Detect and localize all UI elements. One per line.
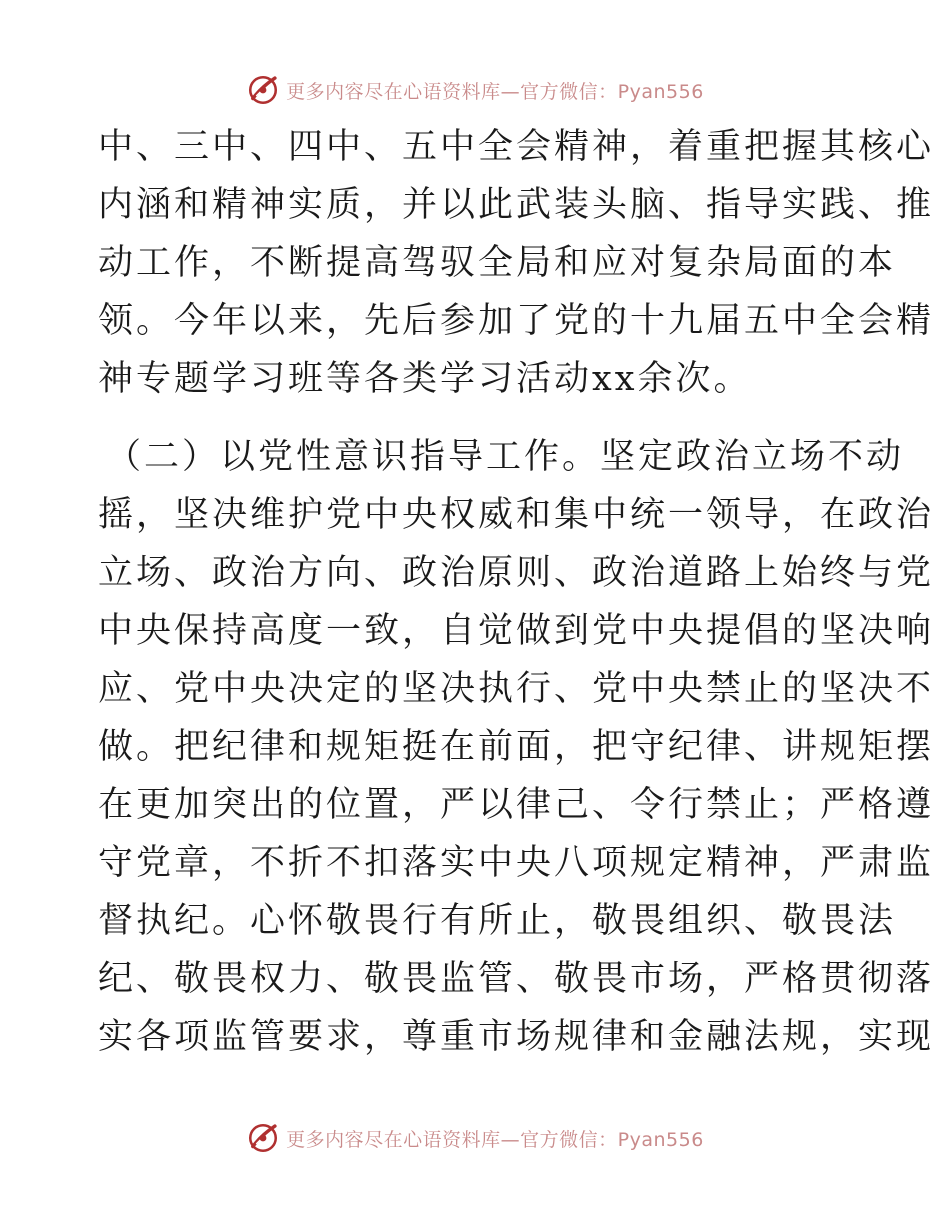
footer-watermark <box>0 1118 950 1158</box>
header-watermark <box>0 70 950 110</box>
text-line: 内涵和精神实质，并以此武装头脑、指导实践、推 <box>98 185 935 225</box>
text-line: 神专题学习班等各类学习活动xx余次。 <box>98 359 752 399</box>
section-heading-line: （二）以党性意识指导工作。坚定政治立场不动 <box>106 437 905 477</box>
text-line: 立场、政治方向、政治原则、政治道路上始终与党 <box>98 553 935 593</box>
paragraph-2 <box>98 428 935 1066</box>
pen-circle-logo-icon <box>246 1121 280 1155</box>
text-line: 在更加突出的位置，严以律己、令行禁止；严格遵 <box>98 785 935 825</box>
text-line: 实各项监管要求，尊重市场规律和金融法规，实现 <box>98 1017 935 1057</box>
text-line: 应、党中央决定的坚决执行、党中央禁止的坚决不 <box>98 669 935 709</box>
text-line: 摇，坚决维护党中央权威和集中统一领导，在政治 <box>98 495 935 535</box>
text-line: 守党章，不折不扣落实中央八项规定精神，严肃监 <box>98 843 935 883</box>
document-body <box>98 118 935 1066</box>
paragraph-1 <box>98 118 935 408</box>
text-line: 中央保持高度一致，自觉做到党中央提倡的坚决响 <box>98 611 935 651</box>
text-line: 中、三中、四中、五中全会精神，着重把握其核心 <box>98 127 935 167</box>
text-line: 督执纪。心怀敬畏行有所止，敬畏组织、敬畏法 <box>98 901 897 941</box>
watermark-text: 更多内容尽在心语资料库—官方微信：Pyan556 <box>286 80 704 103</box>
text-line: 做。把纪律和规矩挺在前面，把守纪律、讲规矩摆 <box>98 727 935 767</box>
pen-circle-logo-icon <box>246 73 280 107</box>
text-line: 领。今年以来，先后参加了党的十九届五中全会精 <box>98 301 935 341</box>
text-line: 动工作，不断提高驾驭全局和应对复杂局面的本 <box>98 243 897 283</box>
watermark-text: 更多内容尽在心语资料库—官方微信：Pyan556 <box>286 1128 704 1151</box>
text-line: 纪、敬畏权力、敬畏监管、敬畏市场，严格贯彻落 <box>98 959 935 999</box>
